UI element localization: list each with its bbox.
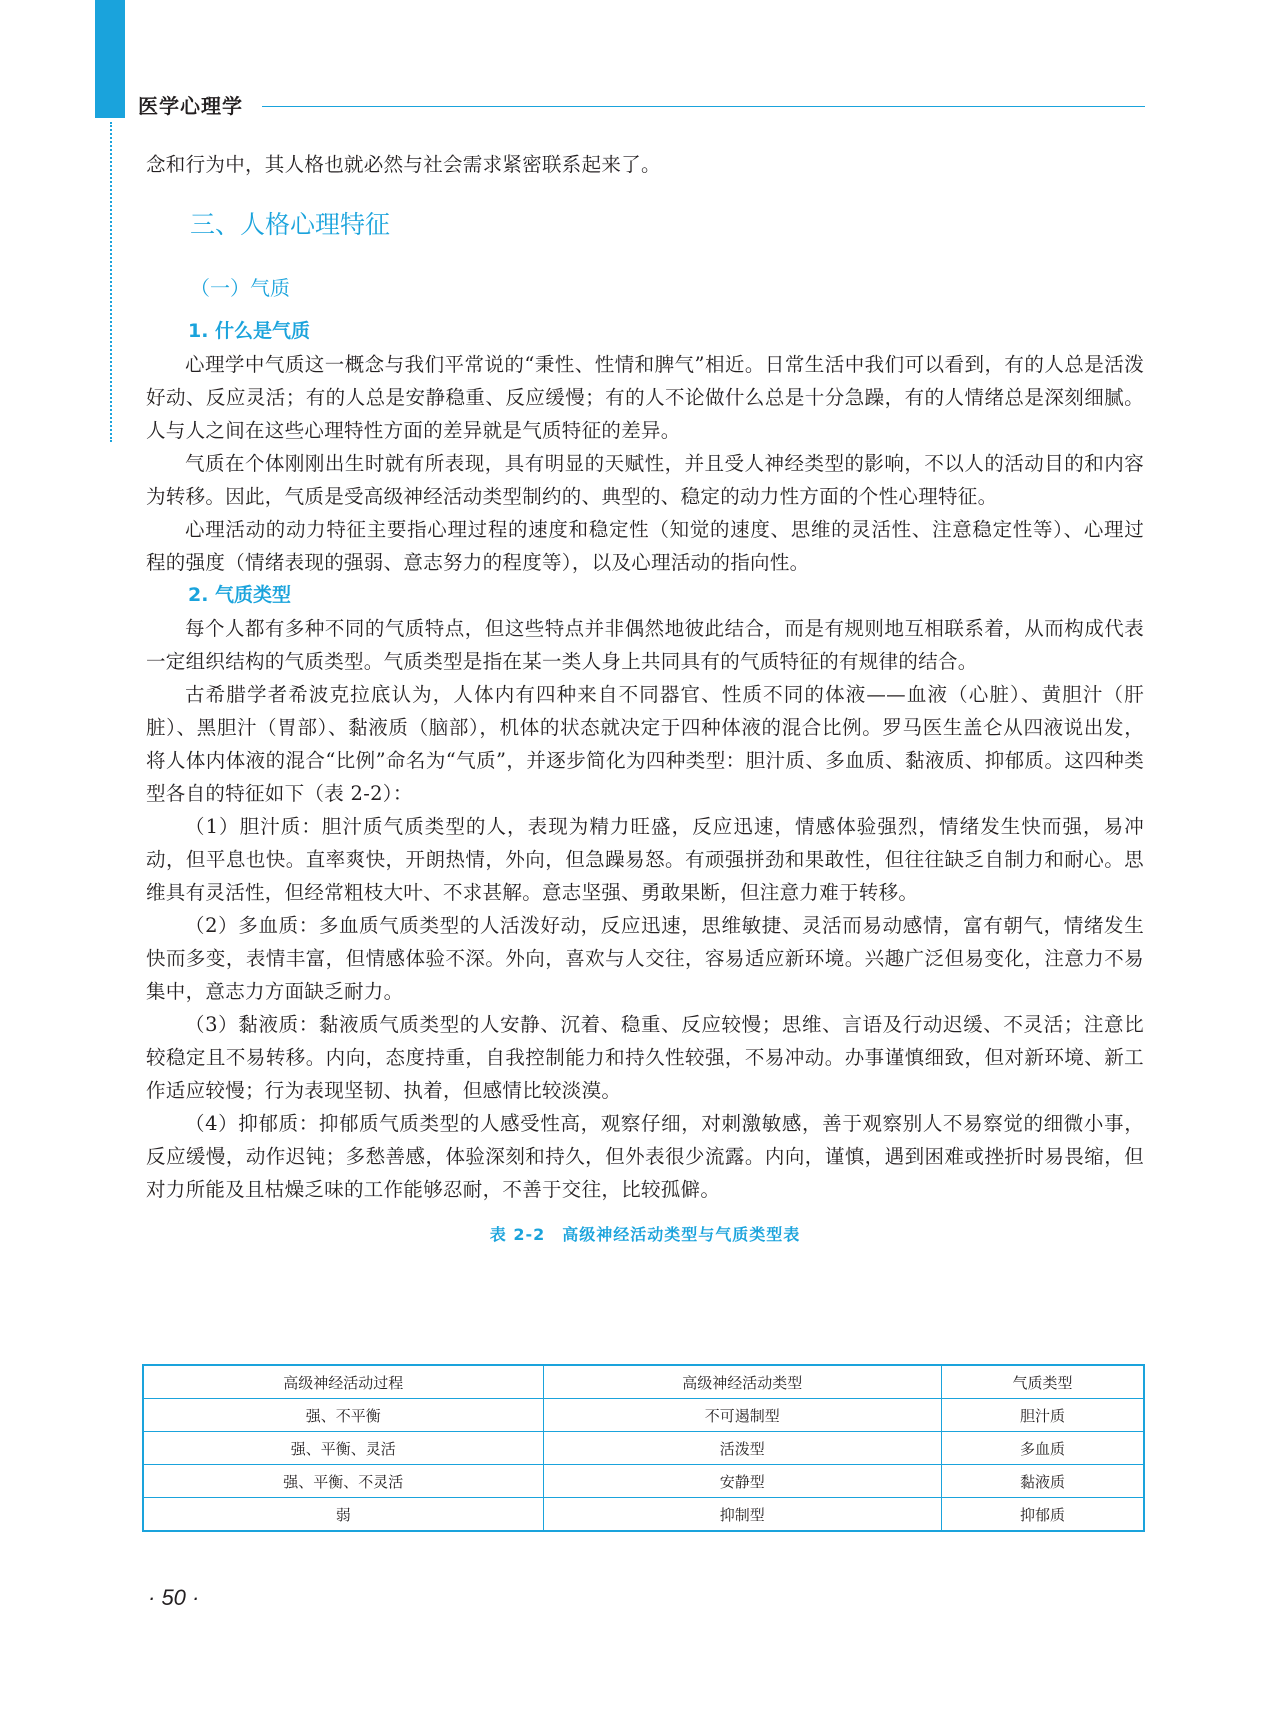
- margin-dotted-line: [110, 122, 112, 442]
- table-row: [143, 1498, 1144, 1532]
- table-cell: 多血质: [941, 1432, 1144, 1465]
- page-body: [146, 148, 1144, 1250]
- table-row: [143, 1465, 1144, 1498]
- table-cell: 安静型: [543, 1465, 941, 1498]
- heading-temperament-types: 2. 气质类型: [188, 584, 292, 606]
- temperament-table: [142, 1364, 1145, 1532]
- table-cell: 强、平衡、灵活: [143, 1432, 543, 1465]
- table-cell: 抑郁质: [941, 1498, 1144, 1532]
- table-header-cell: 高级神经活动类型: [543, 1365, 941, 1399]
- paragraph-choleric: （1）胆汁质：胆汁质气质类型的人，表现为精力旺盛，反应迅速，情感体验强烈，情绪发生快而强，易冲动，但平息也快。直率爽快，开朗热情，外向，但急躁易怒。有顽强拼劲和果敢性，但往往缺乏自制力和耐心。思维具有灵活性，但经常粗枝大叶、不求甚解。意志坚强、勇敢果断，但注意力难于转移。: [146, 815, 1144, 904]
- table-cell: 黏液质: [941, 1465, 1144, 1498]
- paragraph: 心理活动的动力特征主要指心理过程的速度和稳定性（知觉的速度、思维的灵活性、注意稳定性等）、心理过程的强度（情绪表现的强弱、意志努力的程度等），以及心理活动的指向性。: [146, 518, 1144, 574]
- table-cell: 活泼型: [543, 1432, 941, 1465]
- table-cell: 抑制型: [543, 1498, 941, 1532]
- paragraph-sanguine: （2）多血质：多血质气质类型的人活泼好动，反应迅速，思维敏捷、灵活而易动感情，富有朝气，情绪发生快而多变，表情丰富，但情感体验不深。外向，喜欢与人交往，容易适应新环境。兴趣广泛但易变化，注意力不易集中，意志力方面缺乏耐力。: [146, 914, 1144, 1003]
- table-cell: 弱: [143, 1498, 543, 1532]
- table-cell: 不可遏制型: [543, 1399, 941, 1432]
- running-title: 医学心理学: [138, 94, 243, 118]
- paragraph: 心理学中气质这一概念与我们平常说的“秉性、性情和脾气”相近。日常生活中我们可以看到，有的人总是活泼好动、反应灵活；有的人总是安静稳重、反应缓慢；有的人不论做什么总是十分急躁，有的人情绪总是深刻细腻。人与人之间在这些心理特性方面的差异就是气质特征的差异。: [146, 353, 1144, 442]
- table-caption: 表 2-2 高级神经活动类型与气质类型表: [489, 1225, 801, 1244]
- table-row: [143, 1399, 1144, 1432]
- paragraph: 气质在个体刚刚出生时就有所表现，具有明显的天赋性，并且受人神经类型的影响，不以人的活动目的和内容为转移。因此，气质是受高级神经活动类型制约的、典型的、稳定的动力性方面的个性心理特征。: [146, 452, 1144, 508]
- subsection-title: （一）气质: [190, 276, 290, 300]
- header-rule: [262, 106, 1145, 107]
- paragraph-melancholic: （4）抑郁质：抑郁质气质类型的人感受性高，观察仔细，对刺激敏感，善于观察别人不易察觉的细微小事，反应缓慢，动作迟钝；多愁善感，体验深刻和持久，但外表很少流露。内向，谨慎，遇到困难或挫折时易畏缩，但对力所能及且枯燥乏味的工作能够忍耐，不善于交往，比较孤僻。: [146, 1112, 1144, 1201]
- table-cell: 强、平衡、不灵活: [143, 1465, 543, 1498]
- table-cell: 胆汁质: [941, 1399, 1144, 1432]
- table-cell: 强、不平衡: [143, 1399, 543, 1432]
- paragraph: 每个人都有多种不同的气质特点，但这些特点并非偶然地彼此结合，而是有规则地互相联系着，从而构成代表一定组织结构的气质类型。气质类型是指在某一类人身上共同具有的气质特征的有规律的结合。: [146, 617, 1144, 673]
- paragraph: 古希腊学者希波克拉底认为，人体内有四种来自不同器官、性质不同的体液——血液（心脏）、黄胆汁（肝脏）、黑胆汁（胃部）、黏液质（脑部），机体的状态就决定于四种体液的混合比例。罗马医生盖仑从四液说出发，将人体内体液的混合“比例”命名为“气质”，并逐步简化为四种类型：胆汁质、多血质、黏液质、抑郁质。这四种类型各自的特征如下（表 2-2）：: [146, 683, 1144, 805]
- page-number: · 50 ·: [148, 1585, 200, 1610]
- table-header-cell: 高级神经活动过程: [143, 1365, 543, 1399]
- table-header-cell: 气质类型: [941, 1365, 1144, 1399]
- section-title: 三、人格心理特征: [190, 210, 391, 239]
- table-header-row: [143, 1365, 1144, 1399]
- continuation-paragraph: 念和行为中，其人格也就必然与社会需求紧密联系起来了。: [146, 153, 661, 176]
- heading-what-is-temperament: 1. 什么是气质: [188, 320, 311, 342]
- paragraph-phlegmatic: （3）黏液质：黏液质气质类型的人安静、沉着、稳重、反应较慢；思维、言语及行动迟缓、不灵活；注意比较稳定且不易转移。内向，态度持重，自我控制能力和持久性较强，不易冲动。办事谨慎细致，但对新环境、新工作适应较慢；行为表现坚韧、执着，但感情比较淡漠。: [146, 1013, 1144, 1102]
- table-row: [143, 1432, 1144, 1465]
- chapter-tab-marker: [95, 0, 125, 118]
